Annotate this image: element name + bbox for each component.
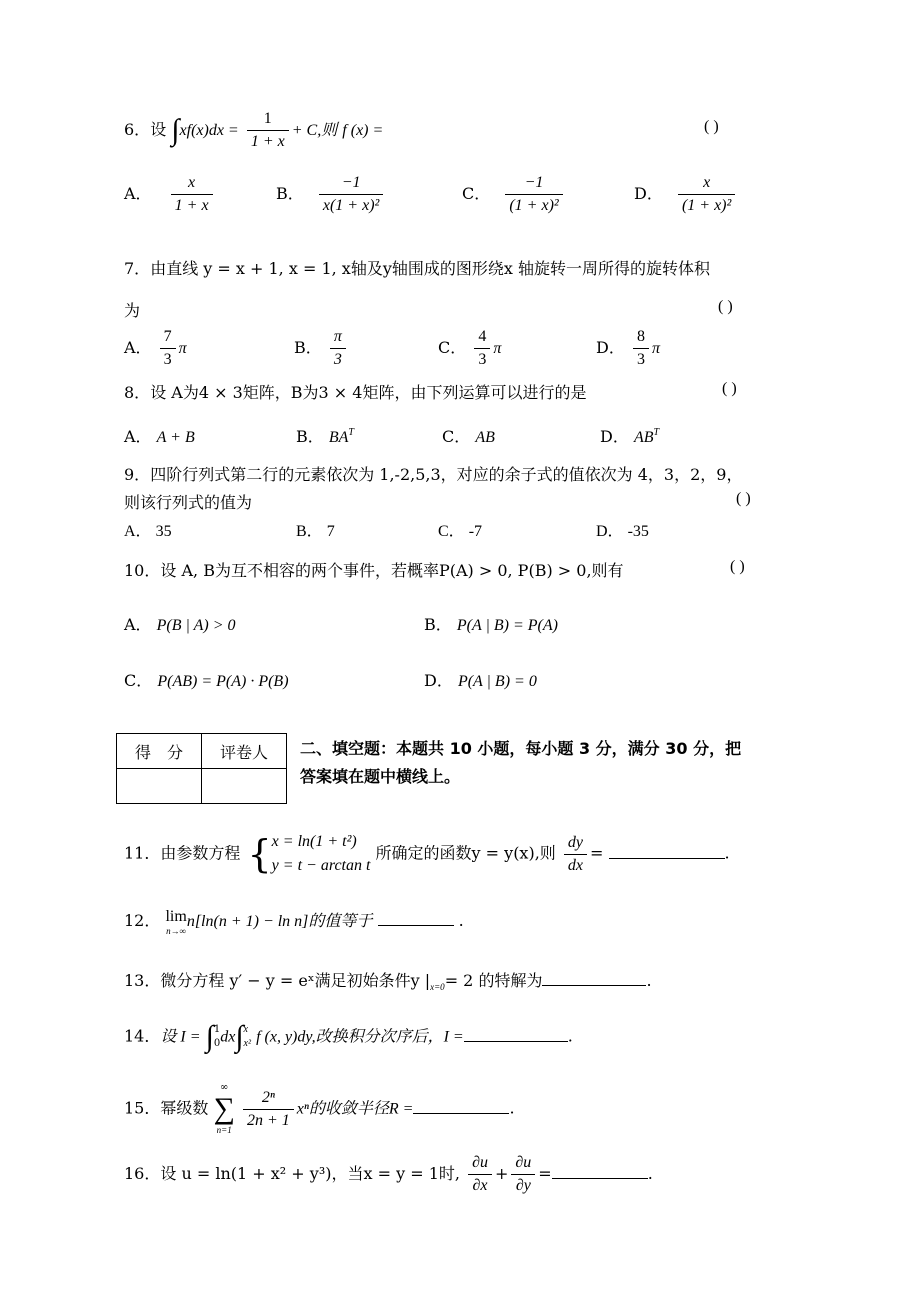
q7-option-b: B． $\frac{\pi}{3}$	[294, 326, 349, 371]
question-number: 12．	[124, 911, 161, 930]
q9-option-d: D． -35	[596, 523, 649, 540]
q6-option-b: B． $\frac{-1}{\text{x(1 + x)²}}$	[276, 172, 386, 217]
q8-option-b: B． $BA^T$	[296, 427, 354, 446]
question-6: 6．设 ∫xf(x)dx = $\frac{1}{1 + x}$ + C,则 f (x) =	[124, 108, 383, 153]
answer-blank[interactable]	[464, 1025, 568, 1042]
fraction: $\frac{1}{1 + x}$	[247, 108, 289, 153]
question-12: 12． lim n→∞ n[ln(n + 1) − ln n]的值等于 .	[124, 908, 464, 936]
summation-operator: ∞ ∑ n=1	[213, 1082, 235, 1135]
grader-cell	[202, 769, 287, 804]
question-number: 9．	[124, 465, 151, 484]
question-10: 10．设 A, B为互不相容的两个事件，若概率P(A) > 0, P(B) > 0,则有	[124, 561, 624, 580]
answer-paren: ( )	[730, 558, 745, 575]
question-number: 14．	[124, 1026, 161, 1046]
q6-option-a: A． $\frac{x}{1 + x}$	[124, 172, 216, 217]
question-number: 15．	[124, 1098, 161, 1118]
section-heading: 二、填空题：本题共 10 小题，每小题 3 分，满分 30 分，把	[300, 739, 742, 758]
answer-blank[interactable]	[552, 1162, 648, 1179]
question-number: 16．	[124, 1164, 161, 1183]
integral-sign: ∫	[235, 1020, 244, 1053]
q8-option-a: A． A + B	[124, 427, 195, 446]
q9-option-b: B． 7	[296, 523, 335, 540]
q7-option-c: C． $\frac{4}{3}$ π	[438, 328, 502, 368]
question-number: 8．	[124, 383, 151, 402]
question-number: 7．	[124, 259, 151, 278]
q10-option-a: A． P(B | A) > 0	[124, 615, 236, 634]
question-15: 15．幂级数 ∞ ∑ n=1 $\frac{\text{2ⁿ}}{2n + 1}$ xⁿ的收敛半径R = .	[124, 1082, 515, 1135]
q8-option-c: C． AB	[442, 427, 495, 446]
brace: {	[247, 832, 272, 876]
answer-paren: ( )	[722, 380, 737, 397]
parametric-system: x = ln(1 + t²) y = t − arctan t	[271, 833, 371, 874]
q6-option-c: C． $\frac{-1}{\text{(1 + x)²}}$	[462, 172, 566, 217]
question-8: 8．设 A为4 × 3矩阵，B为3 × 4矩阵，由下列运算可以进行的是	[124, 383, 587, 402]
question-13: 13．微分方程 y′ − y = eˣ满足初始条件y $|_{x=0}= 2$ 的特解为 .	[124, 971, 652, 992]
q7-option-d: D． $\frac{8}{3}$ π	[596, 328, 660, 368]
q6-option-d: D． $\frac{x}{\text{(1 + x)²}}$	[634, 172, 738, 217]
question-7-cont: 为	[124, 301, 141, 320]
q9-option-a: A． 35	[124, 523, 172, 540]
q10-option-d: D． P(A | B) = 0	[424, 671, 537, 690]
integral-limits: 1 0	[213, 1024, 221, 1049]
question-11: 11．由参数方程 { x = ln(1 + t²) y = t − arctan t 所确定的函数y = y(x),则 $\frac{dy}{dx}$ = .	[124, 832, 730, 876]
answer-blank[interactable]	[378, 909, 454, 926]
score-header: 得 分	[117, 734, 202, 769]
integral-sign: ∫	[171, 113, 180, 147]
score-cell	[117, 769, 202, 804]
question-number: 6．	[124, 120, 151, 139]
q10-option-c: C． P(AB) = P(A) · P(B)	[124, 671, 289, 690]
question-7: 7．由直线 y = x + 1, x = 1, x轴及y轴围成的图形绕x 轴旋转一周所得的旋转体积	[124, 259, 710, 278]
question-9: 9．四阶行列式第二行的元素依次为 1,-2,5,3，对应的余子式的值依次为 4，3，2，9，	[124, 465, 743, 484]
q9-option-c: C． -7	[438, 523, 483, 540]
question-number: 13．	[124, 971, 161, 990]
question-number: 10．	[124, 561, 161, 580]
answer-blank[interactable]	[542, 969, 646, 986]
score-table	[116, 733, 287, 804]
q7-option-a: A． $\frac{7}{3}$ π	[124, 328, 187, 368]
q8-option-d: D． $AB^T$	[600, 427, 660, 446]
q10-option-b: B． P(A | B) = P(A)	[424, 615, 558, 634]
question-9-cont: 则该行列式的值为	[124, 493, 253, 512]
grader-header: 评卷人	[202, 734, 287, 769]
section-heading-cont: 答案填在题中横线上。	[300, 767, 461, 786]
answer-blank[interactable]	[413, 1097, 509, 1114]
limit-operator: lim n→∞	[165, 908, 187, 936]
question-number: 11．	[124, 843, 161, 863]
answer-paren: ( )	[736, 490, 751, 507]
answer-paren: ( )	[718, 298, 733, 315]
answer-paren: ( )	[704, 118, 719, 135]
answer-blank[interactable]	[609, 842, 725, 859]
question-14: 14．设 I = ∫ 1 0 dx∫ x x² f (x, y)dy,改换积分次序后，I = .	[124, 1020, 573, 1053]
question-16: 16．设 u = ln(1 + x² + y³)，当x = y = 1时, $\frac{\partial u}{\partial x}$ + $\frac{\partial u}{\partial y}$ = .	[124, 1154, 653, 1194]
integral-limits: x x²	[243, 1024, 251, 1049]
integral-sign: ∫	[205, 1020, 214, 1053]
